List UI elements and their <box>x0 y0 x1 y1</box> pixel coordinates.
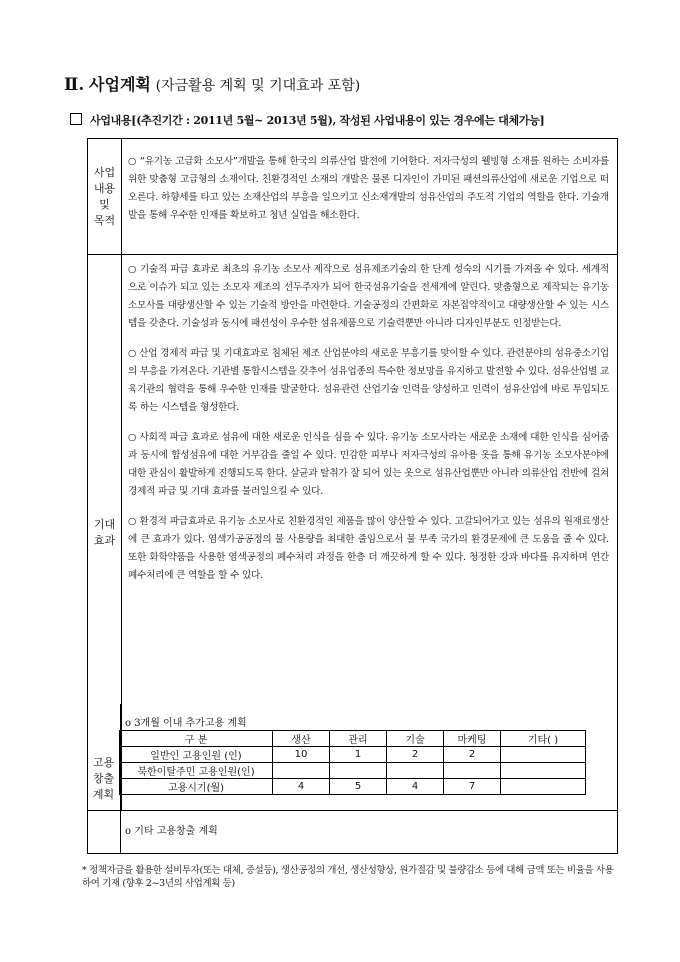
purpose-label <box>88 139 122 254</box>
col-production: 생산 <box>273 731 330 747</box>
table-cell <box>330 763 387 779</box>
employment-heading: ο 3개월 이내 추가고용 계획 <box>125 718 247 729</box>
col-category: 구 분 <box>120 731 273 747</box>
checkbox-square-icon <box>70 113 82 125</box>
col-management: 관리 <box>330 731 387 747</box>
table-cell <box>501 747 586 763</box>
employment-row <box>87 704 618 854</box>
table-cell: 2 <box>387 747 444 763</box>
other-employment-heading: ο 기타 고용창출 계획 <box>125 826 218 837</box>
effect-economic: ○ 산업 경제적 파급 및 기대효과로 침체된 제조 산업분야의 새로운 부흥기를 맞이할 수 있다. 관련분야의 섬유중소기업의 부흥을 가져온다. 기관별 통합시스템을 갖추어 섬유업종의 특수한 정보망을 유지하고 발전할 수 있다. 섬유산업별 교육기관의 협력을 통해 우수한 인재를 발굴한다. 섬유관련 산업기술 인력을 양성하고 인력이 섬유산업에 바로 투입되도록 하는 시스템을 형성한다. <box>128 348 609 413</box>
effect-technical: ○ 기술적 파급 효과로 최초의 유기농 소모사 제작으로 섬유제조기술의 한 단계 성숙의 시기를 가져올 수 있다. 세계적으로 이슈가 되고 있는 소모자 제조의 선두주자가 되어 한국섬유기술을 전세계에 알린다. 맞춤형으로 제작되는 유기농 소모사를 대량생산할 수 있는 기술적 방안을 마련한다. 기술공정의 간편화로 자본집약적이고 대량생산할 수 있는 시스템을 갖춘다. 기술성과 동시에 패션성이 우수한 섬유제품으로 기술력뿐만 아니라 디자인부분도 인정받는다. <box>128 264 609 329</box>
table-cell: 5 <box>330 779 387 795</box>
effect-environmental: ○ 환경적 파급효과로 유기농 소모사로 친환경적인 제품을 많이 양산할 수 있다. 고갈되어가고 있는 섬유의 원재료생산에 큰 효과가 있다. 염색가공공정의 물 사용량을 최대한 줄임으로서 물 부족 국가의 환경문제에 큰 도움을 줄 수 있다. 또한 화학약품을 사용한 염색공정의 폐수처리 과정을 한층 더 깨끗하게 할 수 있다. 청정한 강과 바다를 유지하며 연간 폐수처리에 큰 역할을 할 수 있다. <box>128 516 609 581</box>
table-cell: 1 <box>330 747 387 763</box>
employment-label-text: 고용 창출 계획 <box>92 756 115 801</box>
table-cell <box>387 763 444 779</box>
business-content-heading-text: 사업내용[(추진기간 : 2011년 5월~ 2013년 5월), 작성된 사업내용이 있는 경우에는 대체가능] <box>90 114 545 127</box>
table-cell: 2 <box>444 747 501 763</box>
table-row <box>120 747 586 763</box>
table-cell: 4 <box>273 779 330 795</box>
section-title-sub: (자금활용 계획 및 기대효과 포함) <box>155 78 361 94</box>
row-name: 고용시기(월) <box>120 779 273 795</box>
table-row <box>120 779 586 795</box>
effect-social: ○ 사회적 파급 효과로 섬유에 대한 새로운 인식을 심을 수 있다. 유기농 소모사라는 새로운 소재에 대한 인식을 심어줌과 동시에 합성섬유에 대한 거부감을 줄일 수 있다. 민감한 피부나 저자극성의 유아용 옷을 통해 유기농 소모사분야에 대한 관심이 활발하게 진행되도록 한다. 살균과 탈취가 잘 되어 있는 옷으로 섬유산업뿐만 아니라 의류산업 전반에 걸쳐 경제적 파급 및 기대 효과를 불러일으킬 수 있다. <box>128 432 609 497</box>
table-cell <box>501 779 586 795</box>
purpose-row <box>88 139 617 255</box>
row-name: 북한이탈주민 고용인원(인) <box>120 763 273 779</box>
purpose-label-text: 사업 내용 및 목적 <box>93 165 116 227</box>
table-cell <box>273 763 330 779</box>
employment-label <box>87 704 121 854</box>
purpose-content: ○ “유기농 고급화 소모사”개발을 통해 한국의 의류산업 발전에 기여한다. 저자극성의 웰빙형 소재를 원하는 소비자를 위한 맞춤형 고급형의 소재이다. 친환경적인 소재의 개발은 물론 디자인이 가미된 패션의류산업에 새로운 기업으로 떠오른다. 하향세를 타고 있는 소재산업의 부흥을 일으키고 신소재개발의 섬유산업의 주도적 기업의 역할을 한다. 기술개발을 통해 우수한 인재를 확보하고 청년 실업을 해소한다. <box>128 156 609 221</box>
col-marketing: 마케팅 <box>444 731 501 747</box>
business-content-heading <box>70 112 544 128</box>
employment-table <box>119 730 586 795</box>
col-other: 기타( ) <box>501 731 586 747</box>
effects-label-text: 기대 효과 <box>93 517 116 547</box>
table-cell: 4 <box>387 779 444 795</box>
footnote: * 정책자금을 활용한 설비투자(또는 대체, 증설등), 생산공정의 개선, 생산성향상, 원가절감 및 불량감소 등에 대해 금액 또는 비율을 사용하여 기재 (향후 2~3년의 사업계획 등) <box>82 865 614 889</box>
section-number: Ⅱ. <box>64 75 85 95</box>
table-row <box>120 763 586 779</box>
row-name: 일반인 고용인원 (인) <box>120 747 273 763</box>
employment-table-header <box>120 731 586 747</box>
table-cell: 10 <box>273 747 330 763</box>
effects-content <box>128 261 609 597</box>
section-title-main: 사업계획 <box>89 75 151 94</box>
section-title <box>64 72 360 95</box>
table-cell <box>501 763 586 779</box>
table-cell: 7 <box>444 779 501 795</box>
col-technology: 기술 <box>387 731 444 747</box>
table-cell <box>444 763 501 779</box>
